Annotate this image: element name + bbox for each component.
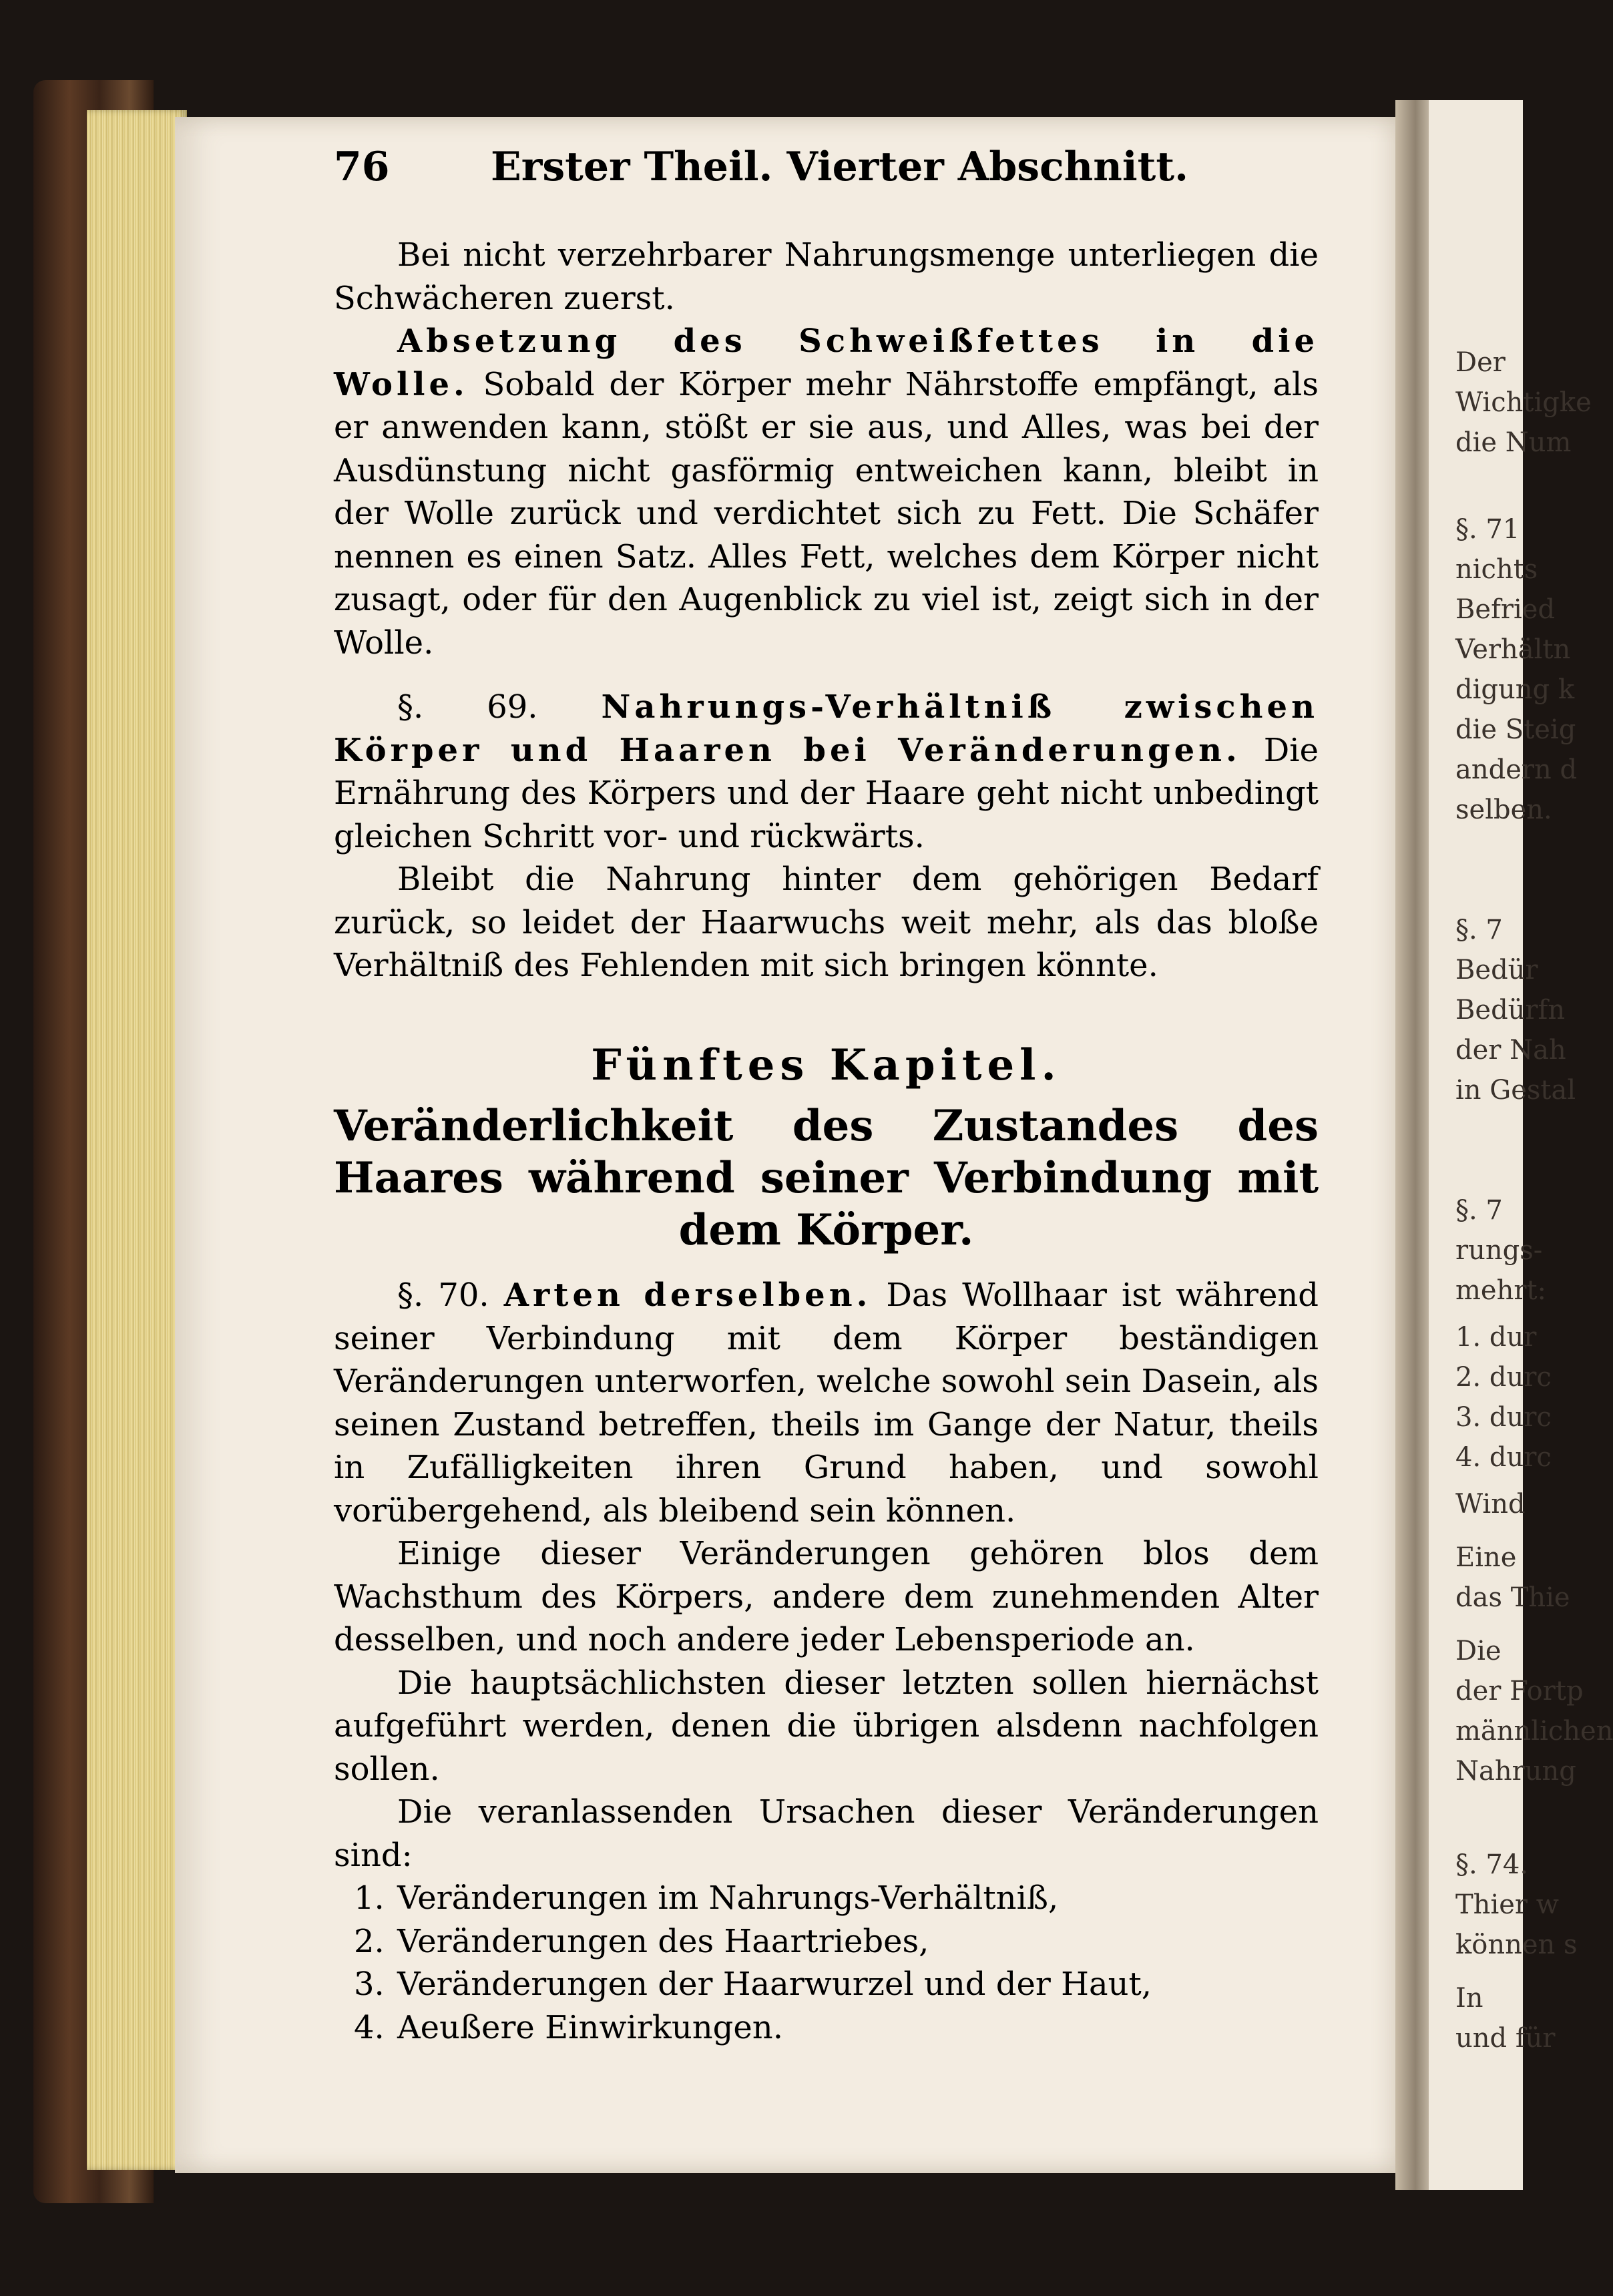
next-page-line: 1. dur: [1455, 1322, 1537, 1353]
list-item: [334, 1877, 1319, 1920]
next-page-line: §. 7: [1455, 915, 1503, 945]
next-page-line: andern d: [1455, 754, 1578, 785]
list-number: 3.: [354, 1966, 385, 2003]
page-edges: [87, 110, 187, 2170]
paragraph-text: Sobald der Körper mehr Nährstoffe empfängt, als er anwenden kann, stößt er sie aus, und Alles, was bei der Ausdünstung nicht gasförmig entweichen kann, bleibt in der Wolle zurück und verdichtet sich zu Fett. Die Schäfer nennen es einen Satz. Alles Fett, welches dem Körper nicht zusagt, oder für den Augenblick zu viel ist, zeigt sich in der Wolle.: [334, 365, 1319, 662]
next-page-line: Die: [1455, 1636, 1502, 1666]
section-number: §. 70.: [397, 1277, 504, 1314]
list-number: 2.: [354, 1922, 385, 1960]
page-header: [334, 144, 1375, 197]
paragraph-text: Die Ernährung des Körpers und der Haare geht nicht unbedingt gleichen Schritt vor- und rückwärts.: [334, 731, 1319, 855]
page-number: 76: [334, 144, 390, 190]
next-page-line: die Steig: [1455, 714, 1576, 745]
next-page-line: das Thie: [1455, 1582, 1570, 1613]
next-page-line: 4. durc: [1455, 1442, 1552, 1473]
list-text: Veränderungen der Haarwurzel und der Haut,: [397, 1966, 1152, 2003]
next-page-line: in Gestal: [1455, 1075, 1576, 1106]
section-number: §. 69.: [397, 688, 602, 726]
next-page-line: selben.: [1455, 794, 1552, 825]
paragraph: Bleibt die Nahrung hinter dem gehörigen Bedarf zurück, so leidet der Haarwuchs weit mehr, als das bloße Verhältniß des Fehlenden mit sich bringen könnte.: [334, 861, 1319, 984]
paragraph: Einige dieser Veränderungen gehören blos dem Wachsthum des Körpers, andere dem zunehmenden Alter desselben, und noch andere jeder Lebensperiode an.: [334, 1535, 1319, 1658]
paragraph: Bei nicht verzehrbarer Nahrungsmenge unterliegen die Schwächeren zuerst.: [334, 236, 1319, 317]
next-page-line: rungs-: [1455, 1235, 1543, 1266]
next-page-line: können s: [1455, 1929, 1578, 1960]
next-page-line: Wichtigke: [1455, 387, 1592, 418]
page-text: [334, 234, 1319, 2081]
chapter-title: Veränderlichkeit des Zustandes des Haares während seiner Verbindung mit dem Körper.: [334, 1101, 1319, 1255]
list-item: [334, 1963, 1319, 2006]
paragraph: [334, 686, 1319, 858]
list-number: 1.: [354, 1879, 385, 1917]
paragraph-heading: Absetzung des Schweißfettes in die Wolle.: [334, 322, 1319, 403]
next-page-line: und für: [1455, 2023, 1556, 2054]
list-number: 4.: [354, 2008, 385, 2046]
next-page-line: §. 71: [1455, 514, 1520, 545]
list-item: [334, 2006, 1319, 2050]
next-page-line: Verhältn: [1455, 634, 1571, 665]
next-page-line: männlichen: [1455, 1716, 1613, 1747]
paragraph-text: Das Wollhaar ist während seiner Verbindung mit dem Körper beständigen Veränderungen unterworfen, welche sowohl sein Dasein, als seinen Zustand betreffen, theils im Gange der Natur, theils in Zufälligkeiten ihren Grund haben, und sowohl vorübergehend, als bleibend sein können.: [334, 1277, 1319, 1530]
next-page-line: Nahrung: [1455, 1756, 1576, 1787]
list-text: Veränderungen des Haartriebes,: [397, 1922, 929, 1960]
list-item: [334, 1920, 1319, 1964]
paragraph-heading: Arten derselben.: [503, 1277, 872, 1314]
next-page-line: §. 74.: [1455, 1849, 1529, 1880]
next-page-line: nichts: [1455, 554, 1538, 585]
paragraph: Die veranlassenden Ursachen dieser Veränderungen sind:: [334, 1793, 1319, 1874]
next-page-line: In: [1455, 1983, 1483, 2014]
next-page-line: Eine: [1455, 1542, 1517, 1573]
next-page-line: 3. durc: [1455, 1402, 1552, 1433]
next-page-line: Der: [1455, 347, 1506, 378]
next-page-line: Wind: [1455, 1489, 1526, 1520]
next-page-line: Thier w: [1455, 1889, 1559, 1920]
next-page-line: die Num: [1455, 427, 1572, 458]
next-page-edge: [1429, 100, 1613, 2190]
next-page-line: mehrt:: [1455, 1275, 1547, 1306]
next-page-line: der Fortp: [1455, 1676, 1584, 1706]
running-head: Erster Theil. Vierter Abschnitt.: [491, 144, 1188, 190]
paragraph: [334, 1274, 1319, 1532]
list-text: Veränderungen im Nahrungs-Verhältniß,: [397, 1879, 1059, 1917]
causes-list: [334, 1877, 1319, 2049]
next-page-line: der Nah: [1455, 1035, 1566, 1066]
chapter-label: Fünftes Kapitel.: [591, 1040, 1062, 1090]
next-page-line: 2. durc: [1455, 1362, 1552, 1393]
list-text: Aeußere Einwirkungen.: [397, 2008, 783, 2046]
next-page-line: Befried: [1455, 594, 1556, 625]
next-page-line: §. 7: [1455, 1195, 1503, 1226]
paragraph: Die hauptsächlichsten dieser letzten sollen hiernächst aufgeführt werden, denen die übrigen alsdenn nachfolgen sollen.: [334, 1664, 1319, 1788]
next-page-line: Bedür: [1455, 955, 1538, 985]
paragraph: [334, 320, 1319, 664]
next-page-line: Bedürfn: [1455, 995, 1566, 1025]
paragraph-heading: Nahrungs-Verhältniß zwischen Körper und Haaren bei Veränderungen.: [334, 688, 1319, 769]
next-page-line: digung k: [1455, 674, 1575, 705]
